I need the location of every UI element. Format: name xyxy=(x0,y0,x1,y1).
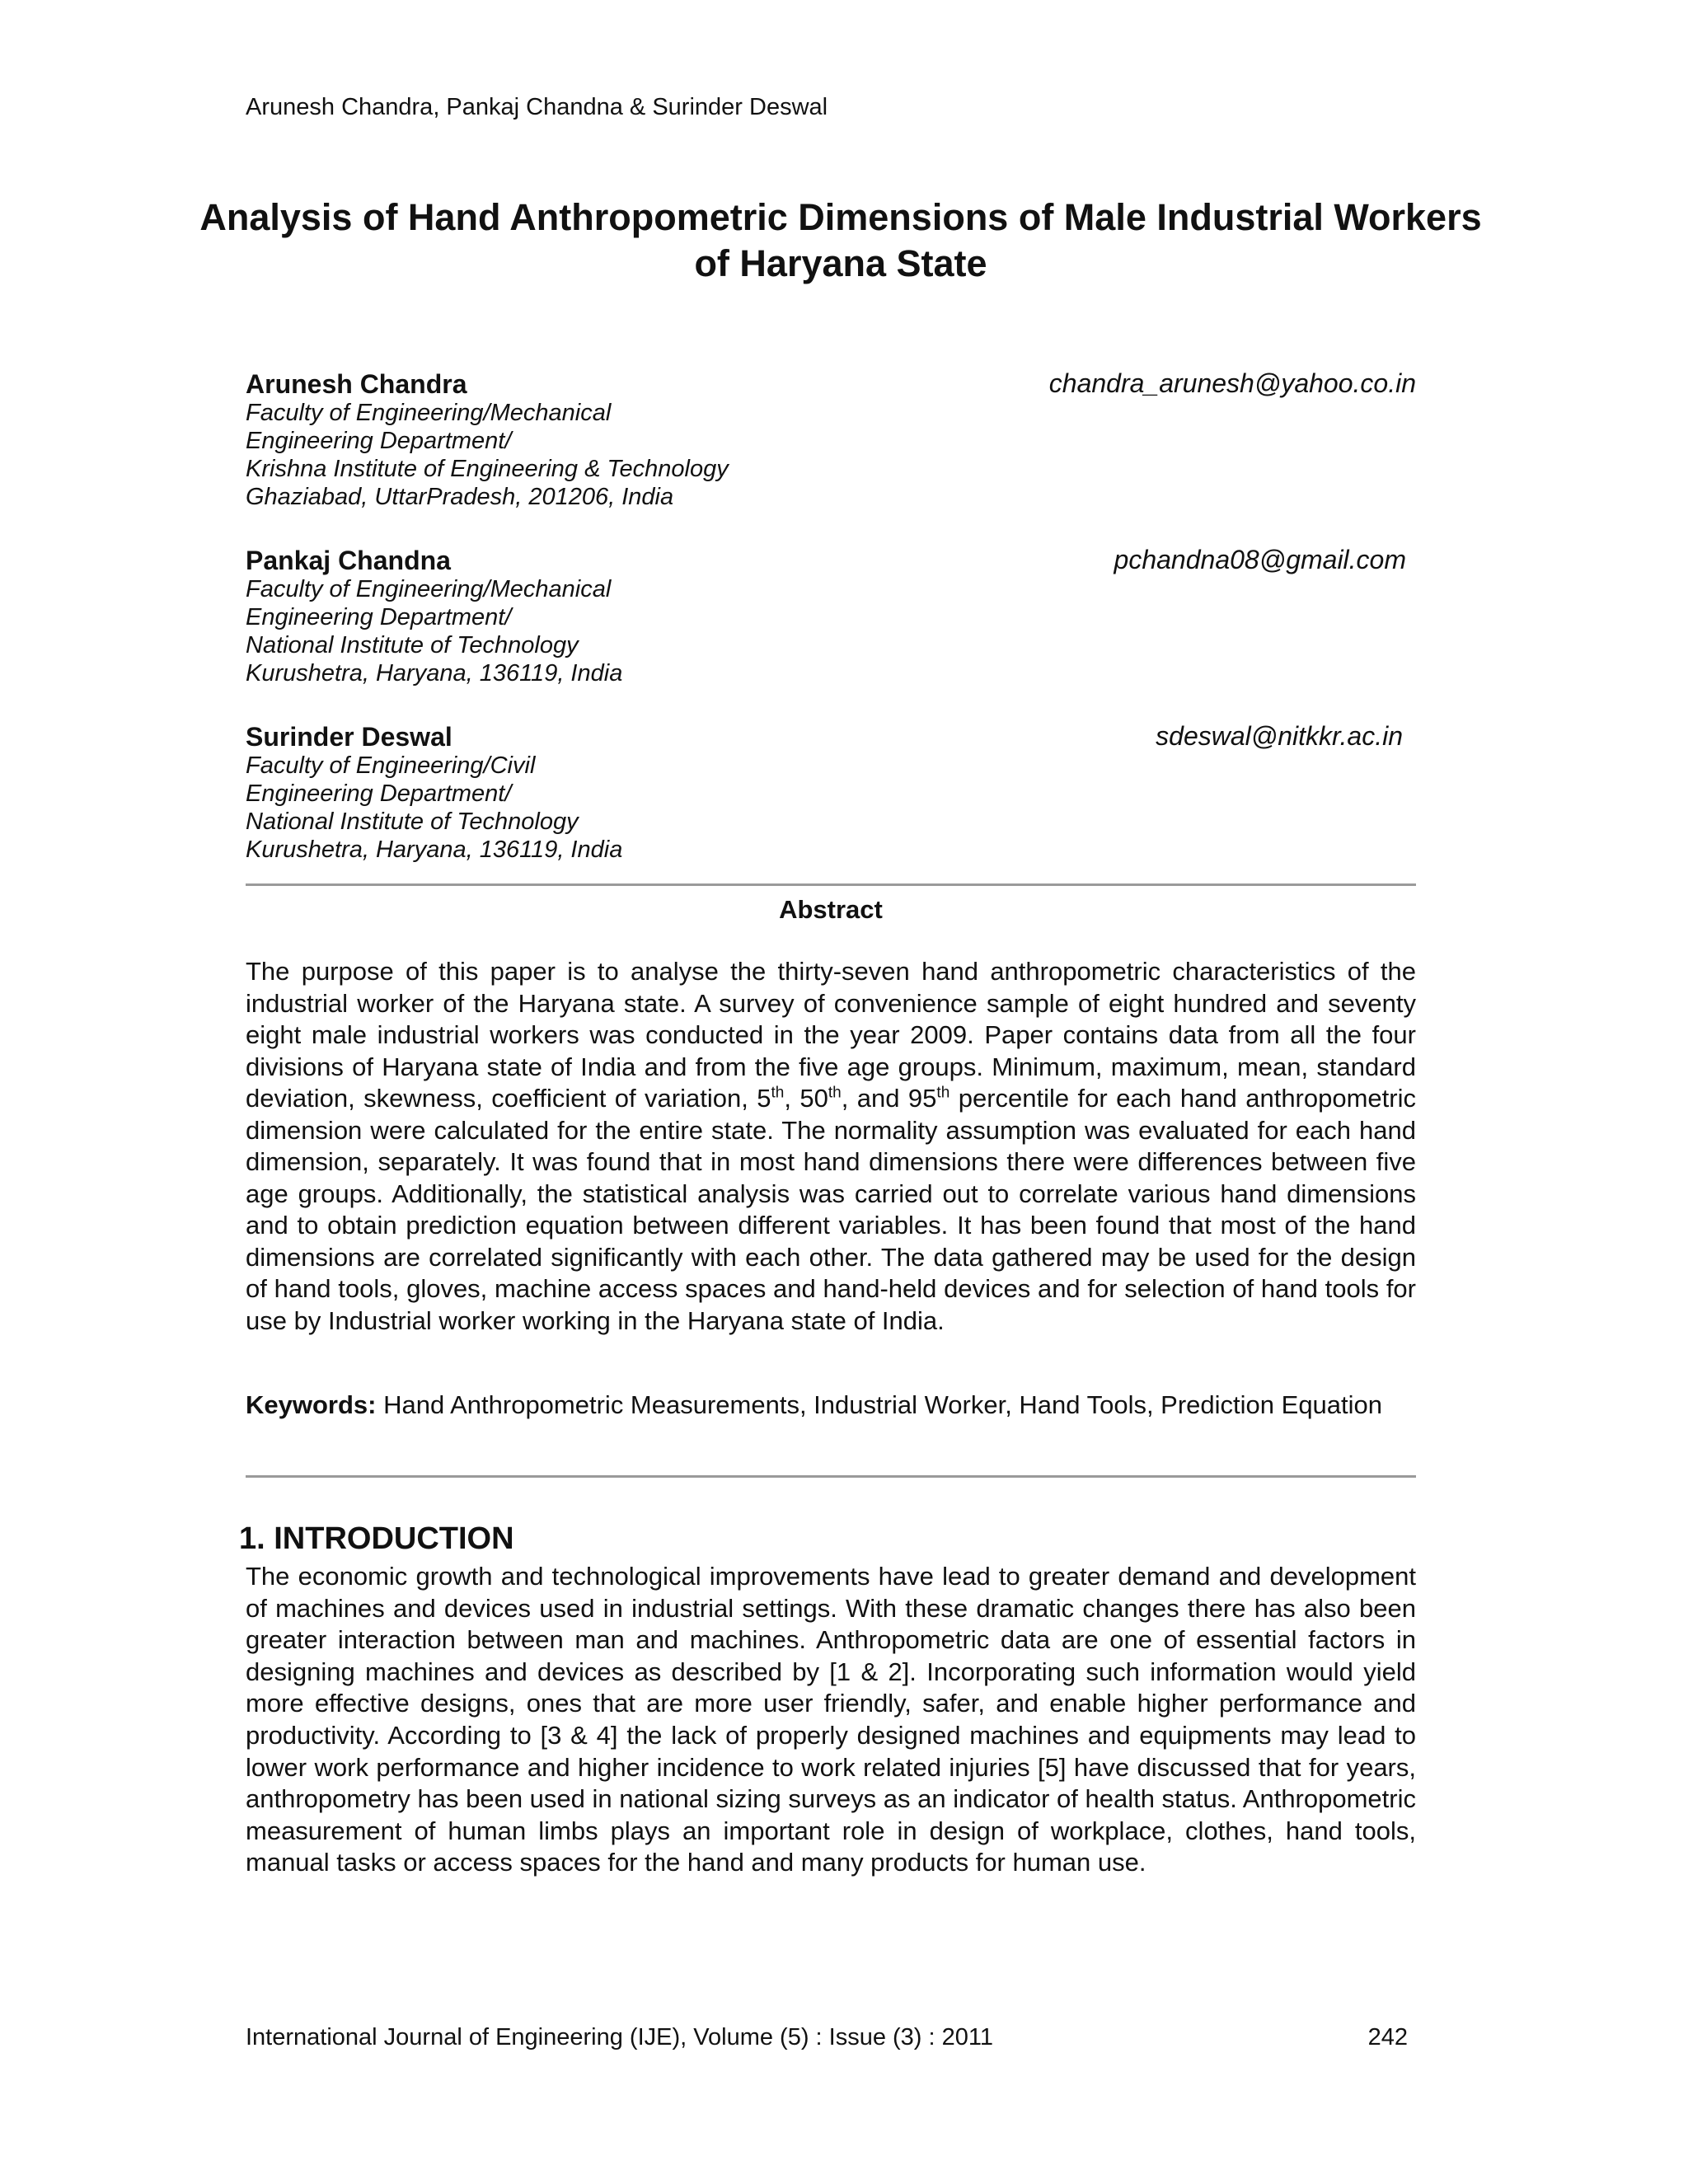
introduction-text: The economic growth and technological improvements have lead to greater demand and development of machines and devices used in industrial settings. With these dramatic changes there has also been greater interaction between man and machines. Anthropometric data are one of essential factors in designing machines and devices as described by [1 & 2]. Incorporating such information would yield more effective designs, ones that are more user friendly, safer, and enable higher performance and productivity. According to [3 & 4] the lack of properly designed machines and equipments may lead to lower work performance and higher incidence to work related injuries [5] have discussed that for years, anthropometry has been used in national sizing surveys as an indicator of health status. Anthropometric measurement of human limbs plays an important role in design of workplace, clothes, hand tools, manual tasks or access spaces for the hand and many products for human use. xyxy=(246,1562,1416,1877)
abstract-heading: Abstract xyxy=(779,895,883,924)
author-email[interactable]: sdeswal@nitkkr.ac.in xyxy=(1156,721,1403,751)
author-name: Pankaj Chandna xyxy=(246,546,451,575)
author-email[interactable]: chandra_arunesh@yahoo.co.in xyxy=(1048,368,1416,398)
author-block-1 xyxy=(246,369,1416,511)
author-name: Surinder Deswal xyxy=(246,722,452,752)
section-heading-introduction: 1. INTRODUCTION xyxy=(239,1521,514,1556)
author-name: Arunesh Chandra xyxy=(246,369,467,399)
author-affiliation: Faculty of Engineering/Civil Engineering Department/ National Institute of Technology Kurushetra, Haryana, 136119, India xyxy=(246,752,623,863)
keywords xyxy=(246,1390,1416,1422)
running-header: Arunesh Chandra, Pankaj Chandna & Surinder Deswal xyxy=(246,94,828,120)
divider-top xyxy=(246,883,1416,886)
keywords-text: Hand Anthropometric Measurements, Industrial Worker, Hand Tools, Prediction Equation xyxy=(376,1390,1383,1419)
keywords-label: Keywords: xyxy=(246,1390,377,1419)
abstract-text: The purpose of this paper is to analyse the thirty-seven hand anthropometric characteristics of the industrial worker of the Haryana state. A survey of convenience sample of eight hundred and seventy eight male industrial workers was conducted in the year 2009. Paper contains data from all the four divisions of Haryana state of India and from the five age groups. Minimum, maximum, mean, standard deviation, skewness, coefficient of variation, 5th, 50th, and 95th percentile for each hand anthropometric dimension were calculated for the entire state. The normality assumption was evaluated for each hand dimension, separately. It was found that in most hand dimensions there were differences between five age groups. Additionally, the statistical analysis was carried out to correlate various hand dimensions and to obtain prediction equation between different variables. It has been found that most of the hand dimensions are correlated significantly with each other. The data gathered may be used for the design of hand tools, gloves, machine access spaces and hand-held devices and for selection of hand tools for use by Industrial worker working in the Haryana state of India. xyxy=(246,957,1416,1335)
author-affiliation: Faculty of Engineering/Mechanical Engineering Department/ Krishna Institute of Engineering & Technology Ghaziabad, UttarPradesh, 201206, India xyxy=(246,400,729,510)
author-email[interactable]: pchandna08@gmail.com xyxy=(1114,545,1406,574)
author-affiliation: Faculty of Engineering/Mechanical Engineering Department/ National Institute of Technology Kurushetra, Haryana, 136119, India xyxy=(246,576,623,687)
author-block-3 xyxy=(246,722,1416,864)
footer-page-number: 242 xyxy=(1367,2024,1408,2050)
paper-title: Analysis of Hand Anthropometric Dimensions of Male Industrial Workers of Haryana State xyxy=(199,196,1482,284)
divider-bottom xyxy=(246,1475,1416,1478)
author-block-2 xyxy=(246,546,1416,687)
footer-journal: International Journal of Engineering (IJE), Volume (5) : Issue (3) : 2011 xyxy=(246,2024,994,2050)
